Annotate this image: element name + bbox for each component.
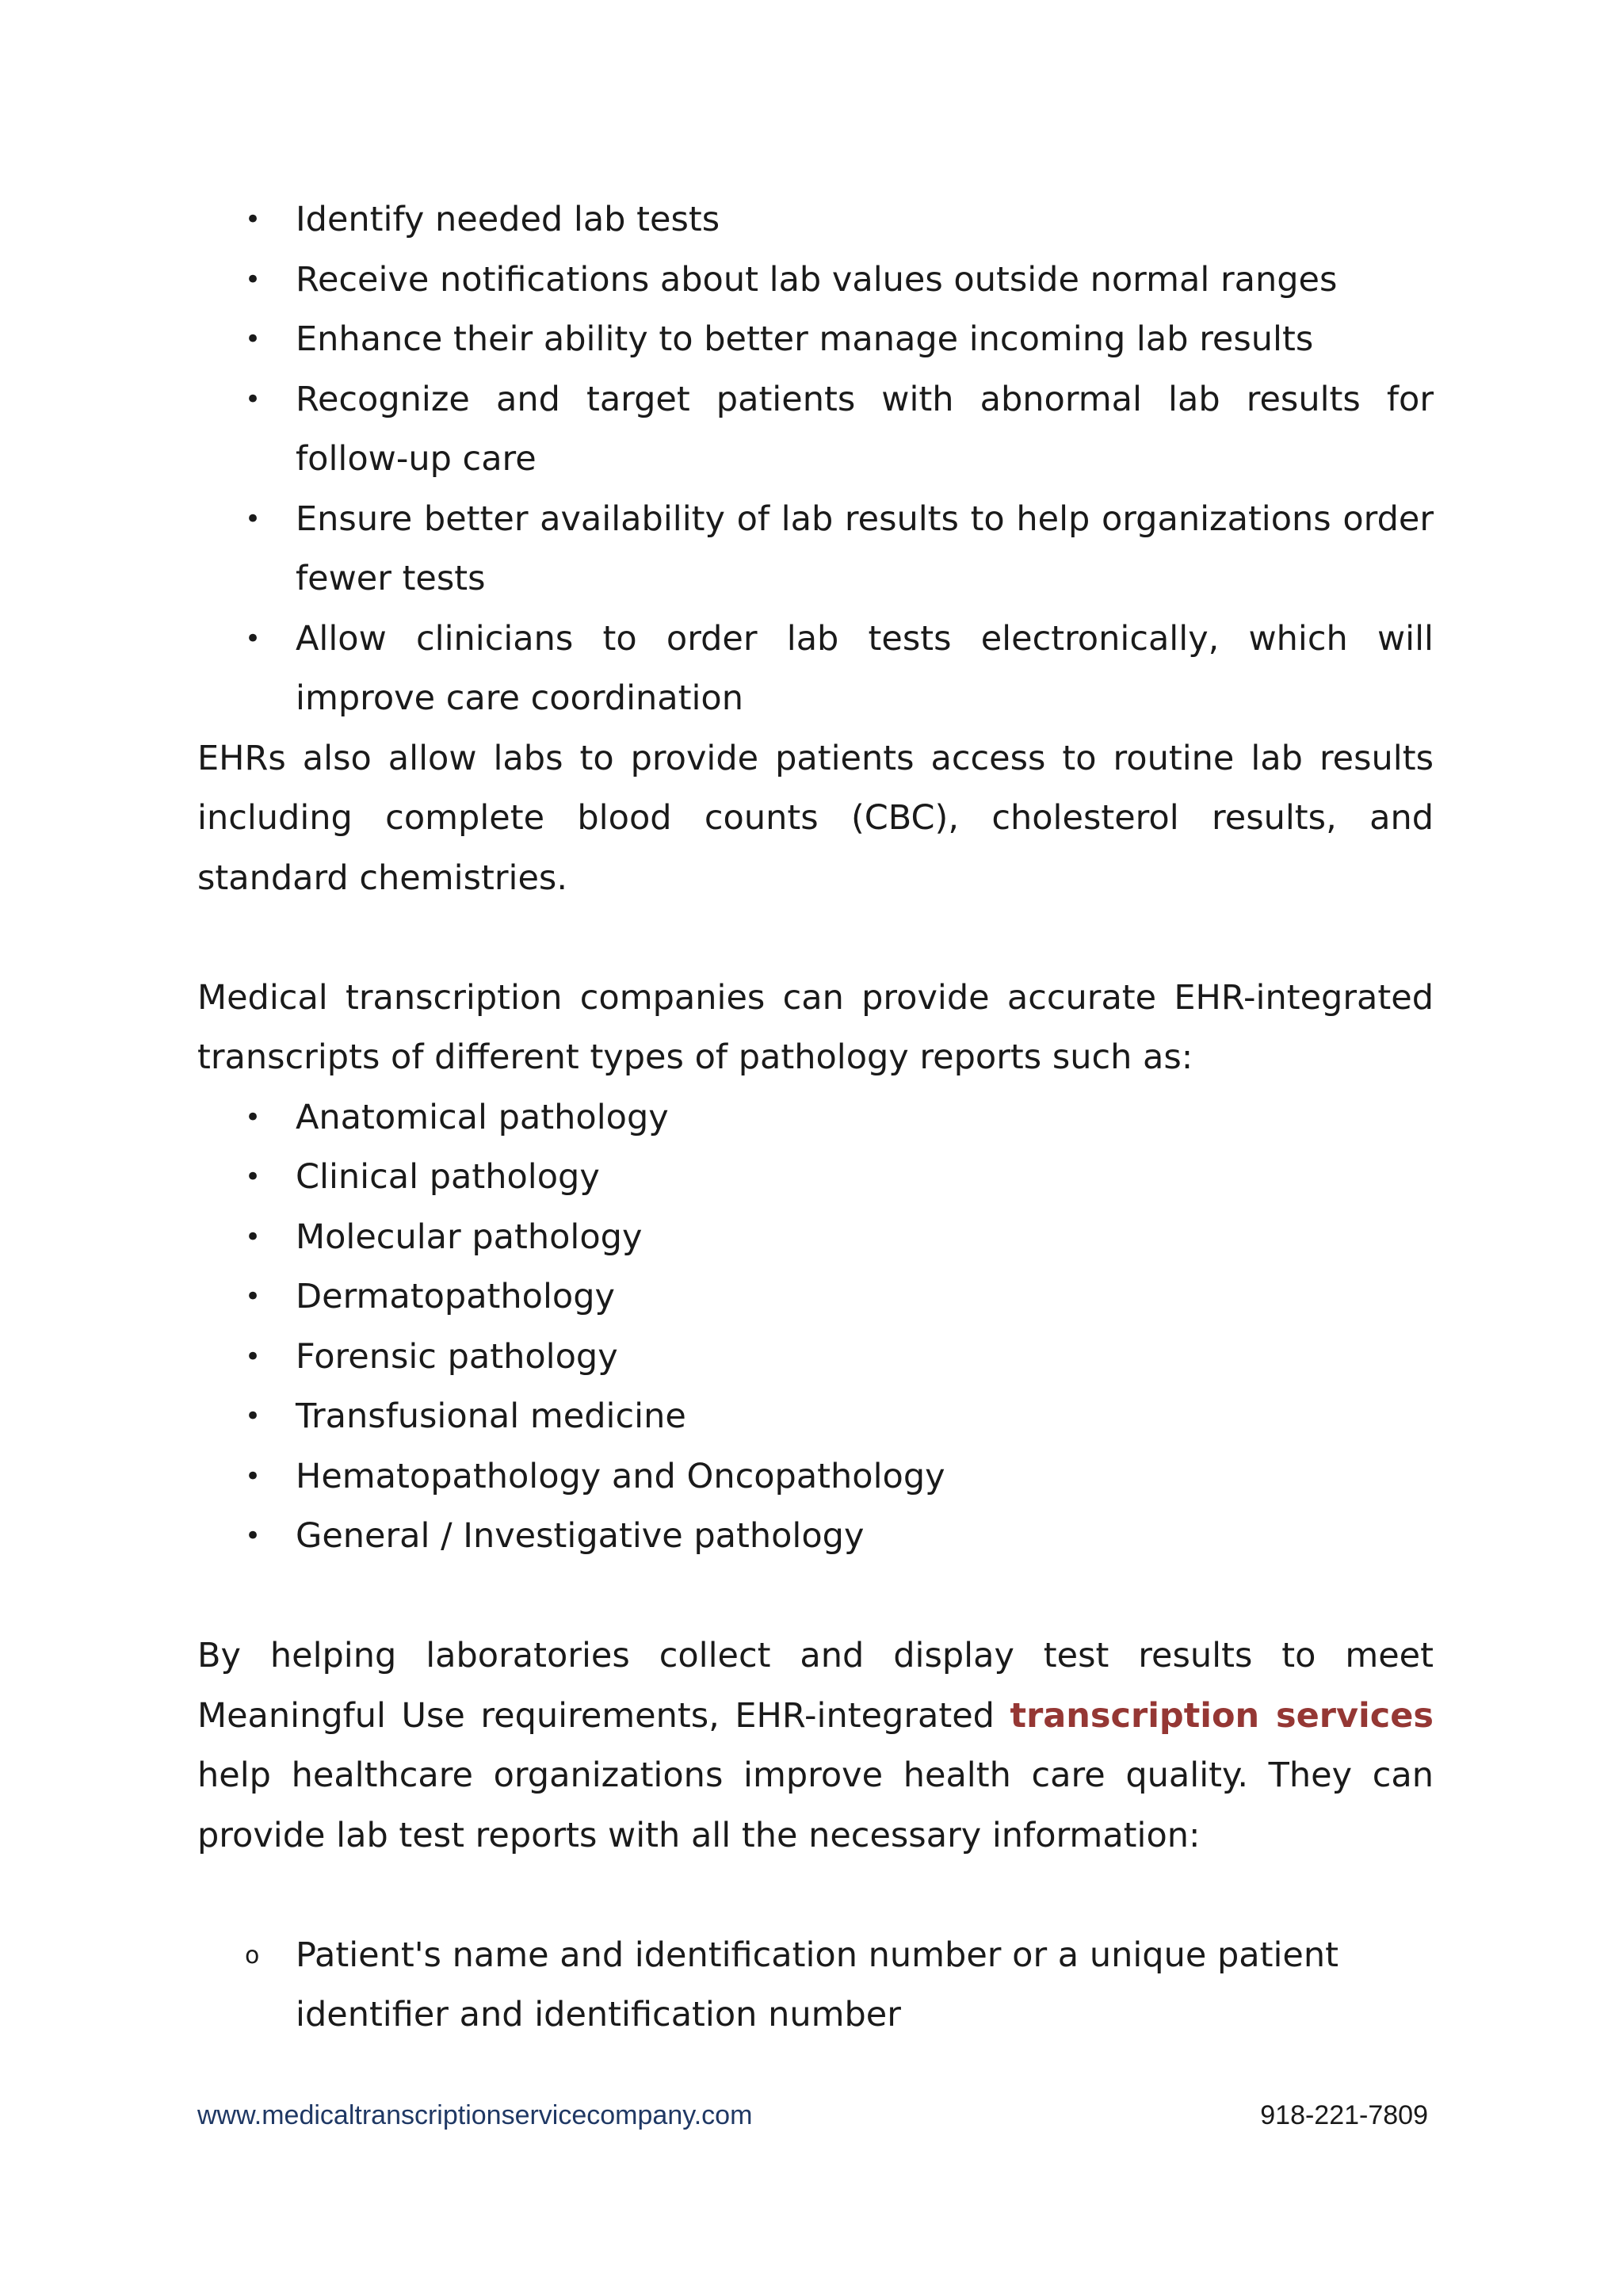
bullet-icon: • [245,1101,262,1133]
bullet-icon: • [245,1520,262,1552]
bullet-icon: • [245,1400,262,1432]
pathology-intro-paragraph: Medical transcription companies can provide accurate EHR-integrated transcripts of different types of pathology reports such as: [197,977,1434,1077]
list-item: • Ensure better availability of lab results to help organizations order fewer tests [197,490,1434,609]
list-item: • Forensic pathology [197,1328,1434,1388]
list-item: • Identify needed lab tests [197,190,1434,250]
ehr-lab-access-paragraph: EHRs also allow labs to provide patients access to routine lab results including complete blood counts (CBC), cholesterol results, and standard chemistries. [197,738,1434,898]
lab-benefits-list [197,190,1434,729]
bullet-icon: • [245,502,262,535]
list-item: • Receive notifications about lab values outside normal ranges [197,250,1434,311]
meaningful-use-paragraph: By helping laboratories collect and display test results to meet Meaningful Use requirements, EHR-integrated transcription services help healthcare organizations improve health care quality. They can provide lab test reports with all the necessary information: [197,1636,1434,1855]
bullet-icon: • [245,1161,262,1193]
list-item: • Enhance their ability to better manage incoming lab results [197,310,1434,370]
bullet-icon: • [245,323,262,355]
bullet-icon: • [245,1221,262,1253]
bullet-icon: • [245,383,262,415]
list-item: • Transfusional medicine [197,1387,1434,1447]
phone-number: 918-221-7809 [1260,2100,1428,2130]
bullet-icon: • [245,263,262,296]
pathology-types-list [197,1088,1434,1567]
transcription-services-link[interactable]: transcription services [1010,1695,1434,1736]
bullet-icon: • [245,1340,262,1373]
bullet-icon: • [245,1460,262,1492]
list-item: • Anatomical pathology [197,1088,1434,1148]
list-item: • Clinical pathology [197,1148,1434,1208]
circle-bullet-icon: o [245,1941,260,1969]
list-item: • Hematopathology and Oncopathology [197,1447,1434,1507]
bullet-icon: • [245,622,262,655]
list-item: o Patient's name and identification number or a unique patient identifier and identification number [197,1926,1434,2046]
bullet-icon: • [245,204,262,235]
list-item: • Molecular pathology [197,1208,1434,1268]
list-item: • General / Investigative pathology [197,1507,1434,1567]
website-link[interactable]: www.medicaltranscriptionservicecompany.com [197,2100,753,2130]
bullet-icon: • [245,1281,262,1312]
page-footer [197,2100,1428,2131]
list-item: • Recognize and target patients with abnormal lab results for follow-up care [197,370,1434,490]
list-item: • Dermatopathology [197,1267,1434,1328]
page-content [197,190,1434,2046]
list-item: • Allow clinicians to order lab tests electronically, which will improve care coordination [197,609,1434,729]
report-info-list [197,1926,1434,2046]
